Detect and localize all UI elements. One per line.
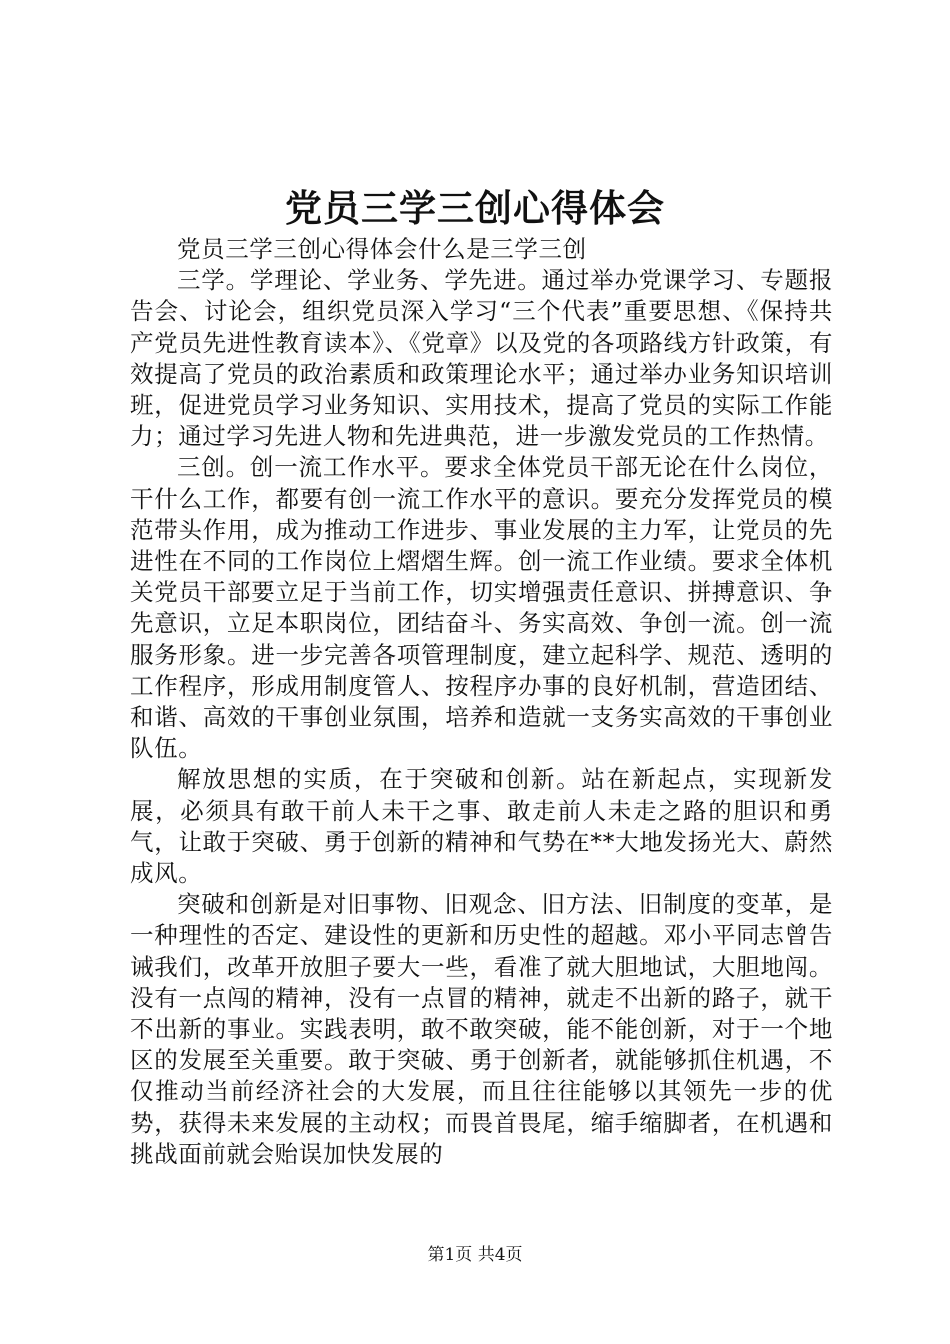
paragraph-tupo-chuangxin: 突破和创新是对旧事物、旧观念、旧方法、旧制度的变革，是一种理性的否定、建设性的更新和历史性的超越。邓小平同志曾告诫我们，改革开放胆子要大一些，看准了就大胆地试，大胆地闯。没有一点闯的精神，没有一点冒的精神，就走不出新的路子，就干不出新的事业。实践表明，敢不敢突破，能不能创新，对于一个地区的发展至关重要。敢于突破、勇于创新者，就能够抓住机遇，不仅推动当前经济社会的大发展，而且往往能够以其领先一步的优势，获得未来发展的主动权；而畏首畏尾，缩手缩脚者，在机遇和挑战面前就会贻误加快发展的 [130,890,833,1168]
paragraph-jiefang-sixiang: 解放思想的实质，在于突破和创新。站在新起点，实现新发展，必须具有敢干前人未干之事、敢走前人未走之路的胆识和勇气，让敢于突破、勇于创新的精神和气势在**大地发扬光大、蔚然成风。 [130,765,833,888]
paragraph-san-xue: 三学。学理论、学业务、学先进。通过举办党课学习、专题报告会、讨论会，组织党员深入学习“三个代表”重要思想、《保持共产党员先进性教育读本》、《党章》以及党的各项路线方针政策，有效提高了党员的政治素质和政策理论水平；通过举办业务知识培训班，促进党员学习业务知识、实用技术，提高了党员的实际工作能力；通过学习先进人物和先进典范，进一步激发党员的工作热情。 [130,266,833,451]
document-title: 党员三学三创心得体会 [285,186,665,230]
paragraph-subtitle: 党员三学三创心得体会什么是三学三创 [177,235,587,263]
document-body [130,234,833,1170]
page-footer: 第1页 共4页 [427,1245,523,1265]
paragraph-san-chuang: 三创。创一流工作水平。要求全体党员干部无论在什么岗位，干什么工作，都要有创一流工作水平的意识。要充分发挥党员的模范带头作用，成为推动工作进步、事业发展的主力军，让党员的先进性在不同的工作岗位上熠熠生辉。创一流工作业绩。要求全体机关党员干部要立足于当前工作，切实增强责任意识、拼搏意识、争先意识，立足本职岗位，团结奋斗、务实高效、争创一流。创一流服务形象。进一步完善各项管理制度，建立起科学、规范、透明的工作程序，形成用制度管人、按程序办事的良好机制，营造团结、和谐、高效的干事创业氛围，培养和造就一支务实高效的干事创业队伍。 [130,453,833,763]
